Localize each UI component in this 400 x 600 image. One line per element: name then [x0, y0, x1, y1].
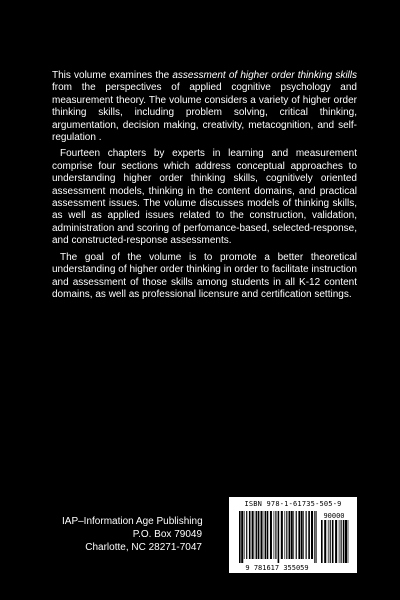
barcode-bar	[293, 511, 294, 559]
barcode-bar	[286, 511, 287, 559]
barcode-bar	[284, 511, 285, 559]
description-topic-emphasis: assessment of higher order thinking skills	[172, 70, 357, 81]
barcode-bar	[330, 520, 331, 563]
barcode-bar	[258, 511, 260, 559]
barcode-bar	[315, 511, 316, 563]
barcode-main-bars	[239, 511, 317, 563]
barcode-bar	[252, 511, 254, 559]
barcode-digits: 9 781617 355059	[245, 564, 309, 571]
description-paragraph-1	[52, 70, 357, 144]
description-paragraph-3: The goal of the volume is to promote a better theoretical understanding of higher order thinking in order to facilitate instruction and assessment of those skills among students in all K-12 content domains, as well as professional licensure and certification settings.	[52, 251, 357, 300]
barcode-addon-bars	[321, 520, 348, 563]
barcode-graphic	[233, 509, 353, 571]
barcode-bar	[241, 511, 243, 563]
publisher-city: Charlotte, NC 28271-7047	[85, 542, 202, 553]
barcode-bar	[255, 511, 256, 559]
description-intro-continued: from the perspectives of applied cognitive psychology and measurement theory. The volume considers a variety of higher order thinking skills, including problem solving, critical thinking, argumentation, decision making, creativity, metacognition, and self-regulation .	[52, 82, 357, 144]
isbn-label: ISBN 978-1-61735-505-9	[244, 500, 342, 508]
barcode-bar	[249, 511, 251, 559]
barcode-bar	[308, 511, 310, 559]
publisher-name: IAP–Information Age Publishing	[62, 516, 203, 527]
barcode-bar	[298, 511, 300, 559]
barcode-bar	[314, 511, 315, 563]
barcode-bar	[239, 511, 241, 563]
barcode-bar	[270, 511, 272, 559]
barcode-bar	[281, 511, 283, 559]
barcode-bar	[244, 511, 245, 559]
barcode-bar	[265, 511, 266, 559]
barcode-bar	[324, 520, 326, 563]
barcode-bar	[301, 511, 303, 559]
barcode-bar	[267, 511, 269, 559]
barcode-bar	[246, 511, 247, 559]
description-intro: This volume examines the	[52, 70, 173, 81]
barcode-bar	[348, 520, 349, 563]
barcode-bar	[306, 511, 307, 559]
barcode-bar	[321, 520, 323, 563]
barcode-bar	[264, 511, 265, 559]
barcode-bar	[278, 511, 280, 563]
isbn-barcode	[229, 497, 357, 573]
barcode-bar	[341, 520, 342, 563]
barcode-bar	[343, 520, 345, 563]
price-code: 90000	[323, 512, 345, 520]
barcode-bar	[339, 520, 340, 563]
barcode-bar	[311, 511, 313, 559]
barcode-bar	[296, 511, 297, 559]
book-description	[52, 70, 357, 305]
barcode-bar	[291, 511, 293, 559]
barcode-bar	[256, 511, 257, 559]
barcode-bar	[332, 520, 334, 563]
barcode-bar	[303, 511, 304, 559]
publisher-info	[62, 515, 202, 554]
barcode-bar	[261, 511, 263, 559]
barcode-bar	[274, 511, 275, 559]
barcode-bar	[289, 511, 291, 559]
barcode-bar	[345, 520, 347, 563]
description-paragraph-2: Fourteen chapters by experts in learning and measurement comprise four sections which address conceptual approaches to understanding higher order thinking skills, cognitively oriented assessment models, thinking in the content domains, and practical assessment issues. The volume discusses models of thinking skills, as well as applied issues related to the construction, validation, administration and scoring of perfomance-based, selected-response, and constructed-response assessments.	[52, 148, 357, 247]
publisher-address: P.O. Box 79049	[132, 529, 202, 540]
barcode-bar	[328, 520, 329, 563]
barcode-bar	[335, 520, 337, 563]
barcode-bar	[275, 511, 276, 559]
